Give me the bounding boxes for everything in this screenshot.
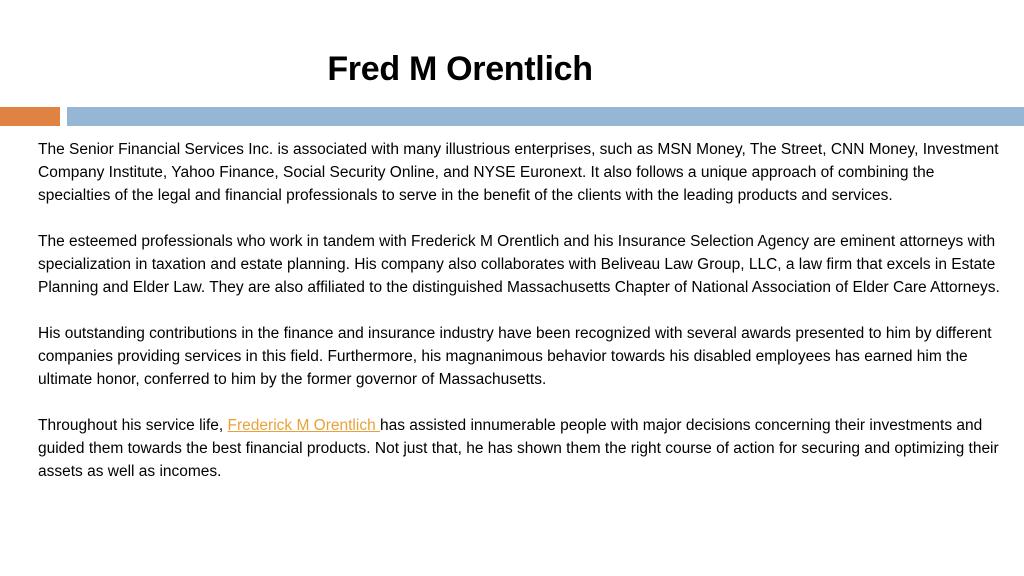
title-accent-bar: [0, 107, 60, 126]
title-divider-bar: [67, 107, 1024, 126]
paragraph-3: His outstanding contributions in the finance and insurance industry have been recognized with several awards presented to him by different companies providing services in this field. Furthermore, his magnanimous behavior towards his disabled employees has earned him the ultimate honor, conferred to him by the former governor of Massachusetts.: [38, 325, 992, 388]
paragraph-4-intro: Throughout his service life,: [38, 417, 228, 434]
paragraph-4-rest: has assisted innumerable people with major decisions concerning their investments and guided them towards the best financial products. Not just that, he has shown them the right course of action for securing and optimizing their assets as well as incomes.: [38, 417, 999, 480]
paragraph-1: The Senior Financial Services Inc. is associated with many illustrious enterprises, such as MSN Money, The Street, CNN Money, Investment Company Institute, Yahoo Finance, Social Security Online, and NYSE Euronext. It also follows a unique approach of combining the specialties of the legal and financial professionals to serve in the benefit of the clients with the leading products and services.: [38, 141, 999, 204]
slide-body: [38, 138, 1000, 506]
paragraph-4: [38, 414, 1000, 483]
paragraph-2: The esteemed professionals who work in tandem with Frederick M Orentlich and his Insurance Selection Agency are eminent attorneys with specialization in taxation and estate planning. His company also collaborates with Beliveau Law Group, LLC, a law firm that excels in Estate Planning and Elder Law. They are also affiliated to the distinguished Massachusetts Chapter of National Association of Elder Care Attorneys.: [38, 233, 1000, 296]
frederick-orentlich-link[interactable]: Frederick M Orentlich: [227, 417, 380, 434]
slide-title: Fred M Orentlich: [327, 50, 593, 88]
